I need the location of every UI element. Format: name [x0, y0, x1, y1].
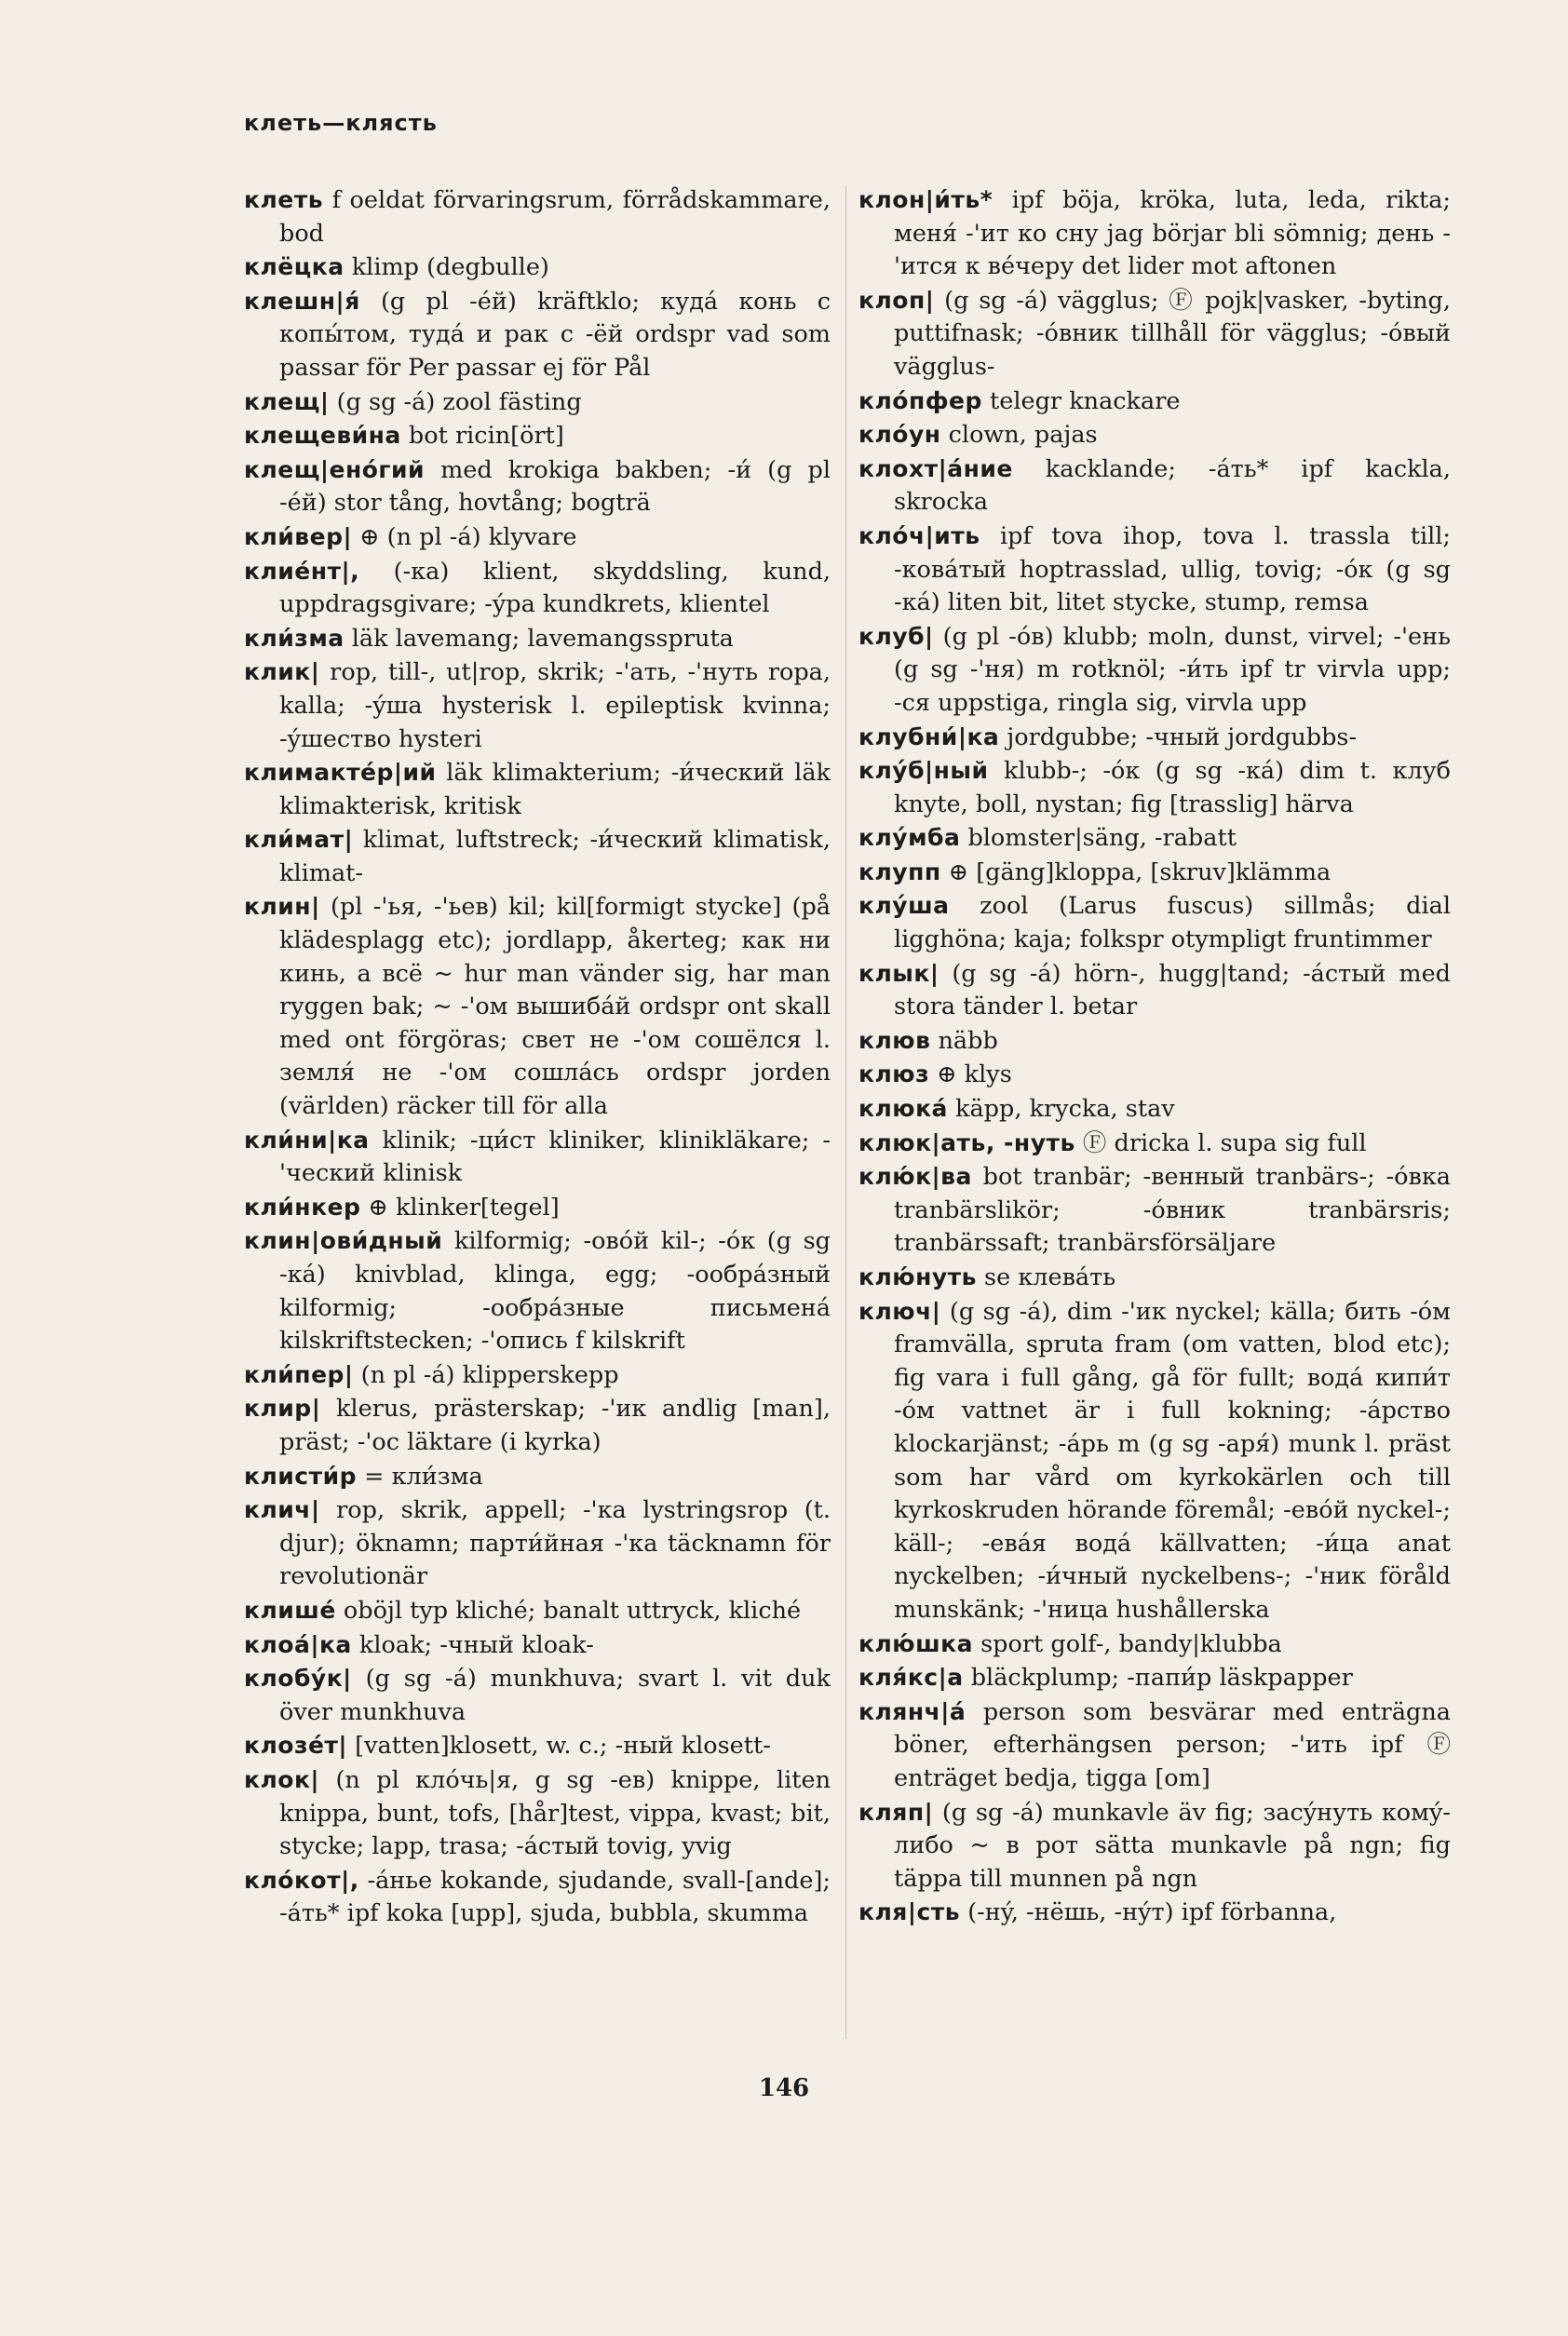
dictionary-entry [244, 655, 831, 756]
definition: [vatten]klosett, w. c.; -ный klosett- [347, 1732, 771, 1761]
headword: клóкот|, [244, 1866, 359, 1894]
dictionary-entry [244, 1460, 831, 1494]
running-head: клеть—клясть [244, 110, 438, 136]
definition: klimat, luftstreck; -и́ческий klimatisk, klimat- [279, 826, 831, 887]
headword: клон|и́ть* [858, 186, 994, 213]
definition: f oeldat förvaringsrum, förrådskammare, bod [279, 186, 831, 248]
dictionary-entry [244, 1493, 831, 1594]
definition: (g sg -á), dim -'ик nyckel; källa; бить -óм framvälla, spruta fram (om vatten, blod etc); fig vara i full gång, gå för fullt; водá кипи́т -óм vattnet är i full kokning; -áрство klockarjänst; -áрь m (g sg -аря́) munk l. präst som har vård om kyrkokärlen och till kyrkoskruden hörande föremål; -евóй nyckel-; käll-; -евáя водá källvatten; -и́ца anat nyckelben; -и́чный nyckelbens-; -'ник föråld munskänk; -'ница hushållerska [894, 1297, 1451, 1624]
definition: (n pl -á) klipperskepp [353, 1360, 619, 1389]
dictionary-entry [244, 1392, 831, 1459]
headword: клёцка [244, 253, 345, 281]
headword: клóч|ить [858, 521, 980, 549]
definition: (g pl -éй) kräftklo; куда́ конь с копы́том, туда́ и рак с -ёй ordspr vad som passar för Per passar ej för Pål [279, 287, 831, 382]
dictionary-entry [244, 622, 831, 656]
definition: klerus, prästerskap; -'ик andlig [man], präst; -'ос läktare (i kyrka) [279, 1395, 831, 1456]
definition: (g pl -óв) klubb; moln, dunst, virvel; -'ень (g sg -'ня) m rotknöl; -и́ть ipf tr virvla upp; -ся uppstiga, ringla sig, virvla upp [894, 622, 1451, 717]
dictionary-entry [858, 1695, 1451, 1796]
definition: klimp (degbulle) [344, 253, 549, 282]
headword: клубни́|ка [858, 722, 1000, 750]
headword: клозе́т| [244, 1732, 348, 1760]
dictionary-entry [244, 1763, 831, 1864]
definition: (-ка) klient, skyddsling, kund, uppdragsgivare; -ýра kundkrets, klientel [279, 557, 831, 619]
definition: med krokiga bakben; -и́ (g pl -éй) stor tång, hovtång; bogträ [279, 455, 831, 518]
definition: (g sg -á) zool fästing [329, 387, 582, 416]
dictionary-entry [244, 419, 831, 453]
headword: клýмба [858, 824, 961, 852]
definition: bot tranbär; -венный tranbärs-; -óвка tranbärslikör; -óвник tranbärsris; tranbärssaft; tranbärsförsäljare [894, 1163, 1451, 1258]
dictionary-entry [858, 957, 1451, 1024]
dictionary-entry [244, 1224, 831, 1357]
dictionary-entry [244, 1864, 831, 1931]
dictionary-entry [858, 1896, 1451, 1930]
definition: bot ricin[ört] [400, 422, 564, 451]
dictionary-entry [858, 1796, 1451, 1897]
dictionary-entry [244, 285, 831, 385]
dictionary-entry [244, 1358, 831, 1393]
definition: se клевáть [976, 1263, 1116, 1291]
headword: клохт|áние [858, 454, 1013, 482]
headword: кля́кс|а [858, 1664, 964, 1692]
dictionary-entry [858, 1160, 1451, 1261]
dictionary-entry [244, 1124, 831, 1191]
headword: клю́нуть [858, 1263, 977, 1290]
dictionary-entry [858, 1024, 1451, 1059]
definition: ipf böja, kröka, luta, leda, rikta; меня́ -'ит ко сну jag börjar bli sömnig; день -'ится к ве́черу det lider mot aftonen [894, 186, 1451, 281]
definition: clown, pajas [940, 421, 1098, 450]
dictionary-entry [858, 721, 1451, 755]
definition: telegr knackare [981, 386, 1181, 415]
definition: (pl -'ья, -'ьев) kil; kil[formigt stycke] (på klädesplagg etc); jordlapp, åkerteg; как ни кинь, а всё ~ hur man vänder sig, har man ryggen bak; ~ -'ом вышиба́й ordspr ont skall med ont förgöras; свет не -'ом сошёлся l. земля́ не -'ом сошла́сь ordspr jorden (världen) räcker till för alla [279, 893, 831, 1121]
dictionary-entry [244, 385, 831, 420]
definition: -áнье kokande, sjudande, svall-[ande]; -áть* ipf koka [upp], sjuda, bubbla, skumma [279, 1866, 831, 1928]
dictionary-entry [858, 284, 1451, 385]
dictionary-entry [244, 1191, 831, 1225]
dictionary-entry [858, 452, 1451, 520]
definition: sport golf-, bandy|klubba [972, 1629, 1282, 1658]
headword: клие́нт|, [244, 557, 360, 585]
headword: клю́шка [858, 1629, 973, 1657]
headword: климакте́р|ий [244, 759, 437, 787]
headword: клеть [244, 186, 324, 213]
headword: кля|сть [858, 1898, 961, 1926]
dictionary-entry [858, 1295, 1451, 1627]
definition: rop, till-, ut|rop, skrik; -'ать, -'нуть ropa, kalla; -ýша hysterisk l. epileptisk kvinna; -ýшество hysteri [279, 658, 831, 753]
definition: zool (Larus fuscus) sillmås; dial ligghöna; kaja; folkspr otympligt fruntimmer [894, 892, 1451, 954]
dictionary-entry [858, 1058, 1451, 1092]
definition: käpp, krycka, stav [947, 1095, 1175, 1124]
dictionary-entry [858, 1092, 1451, 1127]
dictionary-entry [244, 1729, 831, 1763]
headword: кли́зма [244, 624, 345, 652]
headword: клóпфер [858, 386, 982, 414]
headword: клянч|á [858, 1697, 966, 1725]
definition: (g sg -á) vägglus; Ⓕ pojk|vasker, -byting, puttifnask; -óвник tillhåll för vägglus; -óвый vägglus- [894, 286, 1451, 381]
definition: rop, skrik, appell; -'ка lystringsrop (t. djur); öknamn; парти́йная -'ка täcknamn för revolutionär [279, 1496, 831, 1591]
dictionary-entry [244, 1594, 831, 1628]
definition: (n pl клóчь|я, g sg -ев) knippe, liten knippa, bunt, tofs, [hår]test, vippa, kvast; bit, stycke; lapp, trasa; -áстый tovig, yvig [279, 1765, 831, 1861]
dictionary-entry [858, 856, 1451, 890]
column-divider [845, 186, 846, 2039]
dictionary-entry [858, 754, 1451, 821]
definition: ⊕ (n pl -á) klyvare [352, 522, 577, 551]
headword: клюк|ать, -нуть [858, 1128, 1075, 1156]
definition: läk lavemang; lavemangsspruta [344, 624, 734, 653]
dictionary-entry [244, 183, 831, 250]
dictionary-entry [244, 823, 831, 890]
headword: клык| [858, 959, 939, 987]
headword: клóун [858, 421, 941, 449]
dictionary-entry [244, 890, 831, 1123]
definition: (-нý, -нёшь, -нýт) ipf förbanna, [960, 1898, 1337, 1927]
headword: клýб|ный [858, 757, 989, 785]
definition: ⊕ [gäng]kloppa, [skruv]klämma [940, 857, 1331, 886]
headword: клуб| [858, 622, 934, 650]
headword: кли́ни|ка [244, 1126, 370, 1154]
dictionary-entry [858, 520, 1451, 620]
dictionary-entry [244, 453, 831, 520]
headword: клин| [244, 893, 320, 921]
headword: клю́к|ва [858, 1163, 972, 1191]
dictionary-entry [858, 1661, 1451, 1695]
definition: kloak; -чный kloak- [351, 1630, 594, 1659]
dictionary-entry [858, 418, 1451, 452]
headword: клоп| [858, 286, 935, 314]
headword: ключ| [858, 1297, 941, 1325]
definition: näbb [930, 1026, 998, 1055]
definition: ⊕ klinker[tegel] [360, 1193, 560, 1222]
definition: kilformig; -ово́й kil-; -óк (g sg -кá) knivblad, klinga, egg; -ообра́зный kilformig; -ообра́зные письмена́ kilskriftstecken; -'опись f kilskrift [279, 1227, 831, 1356]
headword: клок| [244, 1765, 320, 1793]
headword: кли́вер| [244, 522, 353, 550]
headword: кли́нкер [244, 1193, 361, 1221]
definition: ⊕ klys [929, 1060, 1012, 1089]
definition: klinik; -ци́ст kliniker, klinikläkare; -'ческий klinisk [279, 1126, 831, 1188]
dictionary-entry [244, 250, 831, 285]
headword: кли́мат| [244, 826, 354, 854]
definition: klubb-; -óк (g sg -кá) dim t. клуб knyte, boll, nystan; fig [trasslig] härva [894, 757, 1451, 818]
headword: клещ| [244, 387, 330, 415]
dictionary-entry [244, 520, 831, 555]
page-number: 146 [758, 2074, 810, 2102]
definition: bläckplump; -папи́р läskpapper [963, 1664, 1353, 1693]
dictionary-entry [858, 821, 1451, 856]
dictionary-entry [858, 183, 1451, 284]
definition: blomster|säng, -rabatt [960, 824, 1237, 853]
definition: Ⓕ dricka l. supa sig full [1075, 1128, 1367, 1157]
right-column [858, 183, 1451, 1930]
definition: person som besvärar med enträgna böner, efterhängsen person; -'ить ipf Ⓕ enträget bedja, tigga [om] [894, 1697, 1451, 1792]
definition: oböjl typ kliché; banalt uttryck, kliché [335, 1596, 802, 1625]
definition: (g sg -á) hörn-, hugg|tand; -áстый med stora tänder l. betar [894, 959, 1451, 1021]
dictionary-entry [244, 756, 831, 823]
dictionary-entry [858, 1627, 1451, 1662]
left-column [244, 183, 831, 1931]
headword: клупп [858, 857, 941, 885]
headword: клоа́|ка [244, 1630, 352, 1658]
dictionary-entry [858, 385, 1451, 419]
definition: läk klimakterium; -и́ческий läk klimakterisk, kritisk [279, 759, 831, 820]
headword: клýша [858, 892, 950, 920]
dictionary-entry [858, 1261, 1451, 1295]
dictionary-entry [858, 889, 1451, 956]
headword: клюз [858, 1060, 930, 1088]
headword: кли́пер| [244, 1360, 354, 1388]
headword: клич| [244, 1496, 320, 1524]
headword: клюв [858, 1026, 931, 1054]
definition: = кли́зма [357, 1462, 483, 1491]
headword: клюкá [858, 1095, 948, 1123]
definition: ipf tova ihop, tova l. trassla till; -ковáтый hoptrasslad, ullig, tovig; -óк (g sg -кá) liten bit, litet stycke, stump, remsa [894, 521, 1451, 617]
headword: клещеви́на [244, 422, 401, 450]
definition: jordgubbe; -чный jordgubbs- [999, 722, 1358, 751]
headword: клише́ [244, 1596, 336, 1624]
headword: клещ|енóгий [244, 455, 426, 483]
dictionary-entry [244, 1628, 831, 1663]
headword: кляп| [858, 1798, 934, 1826]
headword: клисти́р [244, 1462, 358, 1490]
definition: (g sg -á) munkavle äv fig; засýнуть комý-либо ~ в рот sätta munkavle på ngn; fig täppa till munnen på ngn [894, 1798, 1451, 1893]
dictionary-entry [858, 620, 1451, 721]
definition: (g sg -á) munkhuva; svart l. vit duk över munkhuva [279, 1665, 831, 1726]
headword: клобýк| [244, 1665, 352, 1693]
headword: клин|ови́дный [244, 1227, 443, 1255]
headword: клик| [244, 658, 320, 686]
dictionary-entry [858, 1127, 1451, 1161]
headword: клешн|я́ [244, 287, 360, 315]
headword: клир| [244, 1395, 321, 1423]
definition: kacklande; -áть* ipf kackla, skrocka [894, 454, 1451, 517]
dictionary-entry [244, 555, 831, 622]
dictionary-entry [244, 1662, 831, 1729]
